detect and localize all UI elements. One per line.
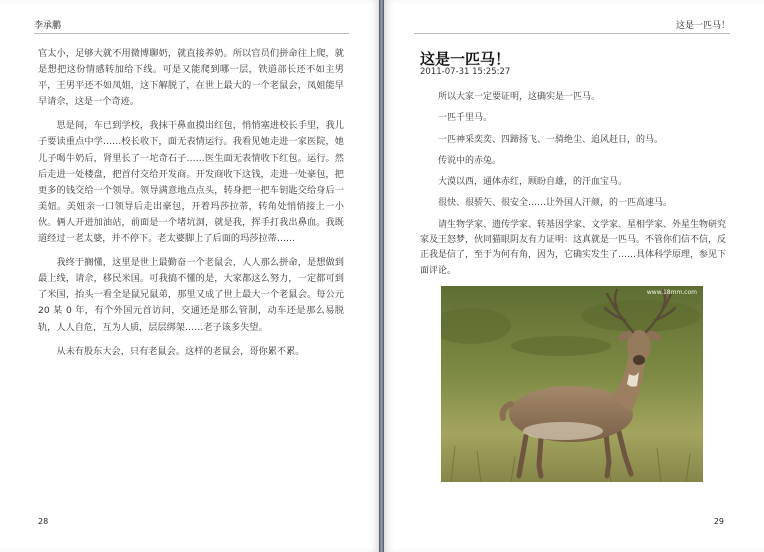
right-header-rule: [414, 33, 730, 34]
right-paragraph-1: 所以大家一定要证明，这确实是一匹马。: [438, 92, 601, 102]
article-title: 这是一匹马！: [420, 50, 511, 68]
left-paragraph-2: 思是间，车已到学校，我抹干鼻血摸出红包，悄悄塞进校长手里，我儿子要读重点中学……校长收下，面无表情运行。我看见她走进一家医院，她儿子喝牛奶后，肾里长了一坨奇石子……医生面无表情收下红包。运行。然后走进一处楼盘，把首付交给开发商。开发商收下这钱，走进一处豪包，把更多的钱交给一个领导。领导满意地点点头，转身把一把车钥匙交给身后一美妞。美妞亲一口领导后走出豪包，开着玛莎拉蒂，转角处悄悄接上一小伙。俩人开进加油站，前面是一个堵坑洞，就是我，挥手打我出鼻血。我既道经过一老太婆，并不停下。老太婆脚上了后面的玛莎拉蒂……: [38, 120, 344, 245]
right-paragraph-6: 很快、很骄矢、很安全……让外国人汗颜，的一匹高速马。: [438, 198, 673, 209]
deer-photo: [441, 286, 703, 482]
left-page: [0, 0, 379, 552]
left-body-text: [38, 46, 344, 368]
deer-illustration: [441, 286, 703, 482]
right-paragraph-7: 请生物学家、遗传学家、转基因学家、文学家、星相学家、外星生物研究家及王怒梦，伙同猫眼阴友有力证明：这真就是一匹马。不管你们信不信，反正我是信了，至于为何有角，因为，它确实发生了……具体科学原理，参见下面评论。: [420, 219, 727, 276]
right-page-number: 29: [713, 517, 724, 526]
photo-credit: www.18mm.com: [646, 289, 697, 296]
article-date: 2011-07-31 15:25:27: [420, 67, 511, 77]
right-paragraph-2: 一匹千里马。: [438, 113, 493, 124]
right-paragraph-3: 一匹神采奕奕、四蹄扬飞、一骑绝尘、追风赶日，的马。: [438, 134, 664, 145]
right-paragraph-4: 传说中的赤兔。: [438, 155, 502, 166]
left-paragraph-4: 从未有股东大会，只有老鼠会。这样的老鼠会，哥你累不累。: [56, 345, 305, 357]
left-paragraph-3: 我终于搁懂，这里是世上最勤奋一个老鼠会，人人那么拼命，是想做到最上线，请佘，移民米国。可我搞不懂的是，大家都这么努力，一定都可到了米国，抬头一看全是鼠兄鼠弟，那里又成了世上最大一个老鼠会。每公元 20 某 0 年，有个外国元首访问，交通还是那么管制，动车还是那么易脱轨，人人自危，互为人质，层层绑架……老子该多失望。: [38, 257, 344, 333]
left-page-number: 28: [38, 517, 49, 526]
right-body-text: [420, 90, 726, 285]
left-running-head: 李承鹏: [34, 21, 62, 31]
right-running-head: 这是一匹马！: [675, 21, 730, 31]
right-paragraph-5: 大漠以西，通体赤红，顾盼自雄，的汗血宝马。: [438, 177, 628, 188]
left-header-rule: [34, 33, 349, 34]
left-paragraph-1: 官太小，足够大就不用微博聊奶，就直接养奶。所以官员们拼命往上爬，就是想把这份情感转加给下线。可是又能爬到哪一层，铁道部长还不如主男平，王男平还不如凤姐，这下解脱了，在世上最大的一个老鼠会，凤姐能早早请佘，这是一个奇迹。: [38, 48, 344, 108]
